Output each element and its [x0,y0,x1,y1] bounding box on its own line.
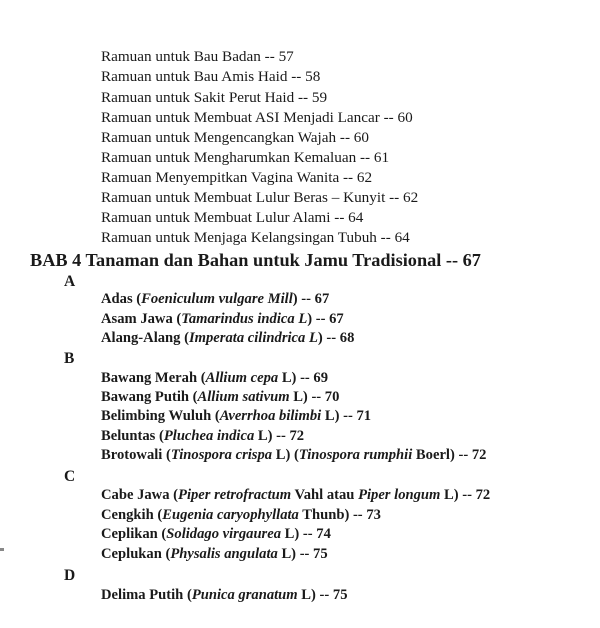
toc-entry-recipe: Ramuan Menyempitkan Vagina Wanita -- 62 [101,169,373,186]
section-letter: C [64,468,76,485]
toc-entry-recipe: Ramuan untuk Membuat Lulur Beras – Kunyit -- 62 [101,189,419,206]
toc-entry-recipe: Ramuan untuk Menjaga Kelangsingan Tubuh -- 64 [101,229,410,246]
toc-entry-plant: Alang-Alang (Imperata cilindrica L) -- 68 [101,330,355,346]
toc-entry-plant: Ceplukan (Physalis angulata L) -- 75 [101,546,328,562]
toc-entry-recipe: Ramuan untuk Bau Badan -- 57 [101,48,294,65]
toc-entry-plant: Belimbing Wuluh (Averrhoa bilimbi L) -- 71 [101,408,372,424]
toc-entry-plant: Adas (Foeniculum vulgare Mill) -- 67 [101,291,330,307]
toc-entry-recipe: Ramuan untuk Sakit Perut Haid -- 59 [101,89,328,106]
toc-entry-plant: Delima Putih (Punica granatum L) -- 75 [101,587,348,603]
section-letter: A [64,273,76,290]
toc-entry-recipe: Ramuan untuk Membuat ASI Menjadi Lancar -- 60 [101,109,413,126]
toc-entry-recipe: Ramuan untuk Bau Amis Haid -- 58 [101,68,321,85]
chapter-heading: BAB 4 Tanaman dan Bahan untuk Jamu Tradisional -- 67 [30,250,481,270]
section-letter: D [64,567,76,584]
toc-entry-plant: Ceplikan (Solidago virgaurea L) -- 74 [101,526,331,542]
toc-entry-plant: Asam Jawa (Tamarindus indica L) -- 67 [101,311,344,327]
toc-entry-plant: Bawang Putih (Allium sativum L) -- 70 [101,389,340,405]
toc-entry-plant: Cengkih (Eugenia caryophyllata Thunb) -- 73 [101,507,381,523]
toc-entry-recipe: Ramuan untuk Membuat Lulur Alami -- 64 [101,209,364,226]
toc-entry-plant: Bawang Merah (Allium cepa L) -- 69 [101,370,329,386]
scan-edge-mark [0,548,4,551]
toc-entry-recipe: Ramuan untuk Mengencangkan Wajah -- 60 [101,129,369,146]
toc-entry-plant: Beluntas (Pluchea indica L) -- 72 [101,428,305,444]
toc-entry-plant: Cabe Jawa (Piper retrofractum Vahl atau Piper longum L) -- 72 [101,487,491,503]
section-letter: B [64,350,75,367]
toc-entry-plant: Brotowali (Tinospora crispa L) (Tinospora rumphii Boerl) -- 72 [101,447,487,463]
toc-entry-recipe: Ramuan untuk Mengharumkan Kemaluan -- 61 [101,149,390,166]
